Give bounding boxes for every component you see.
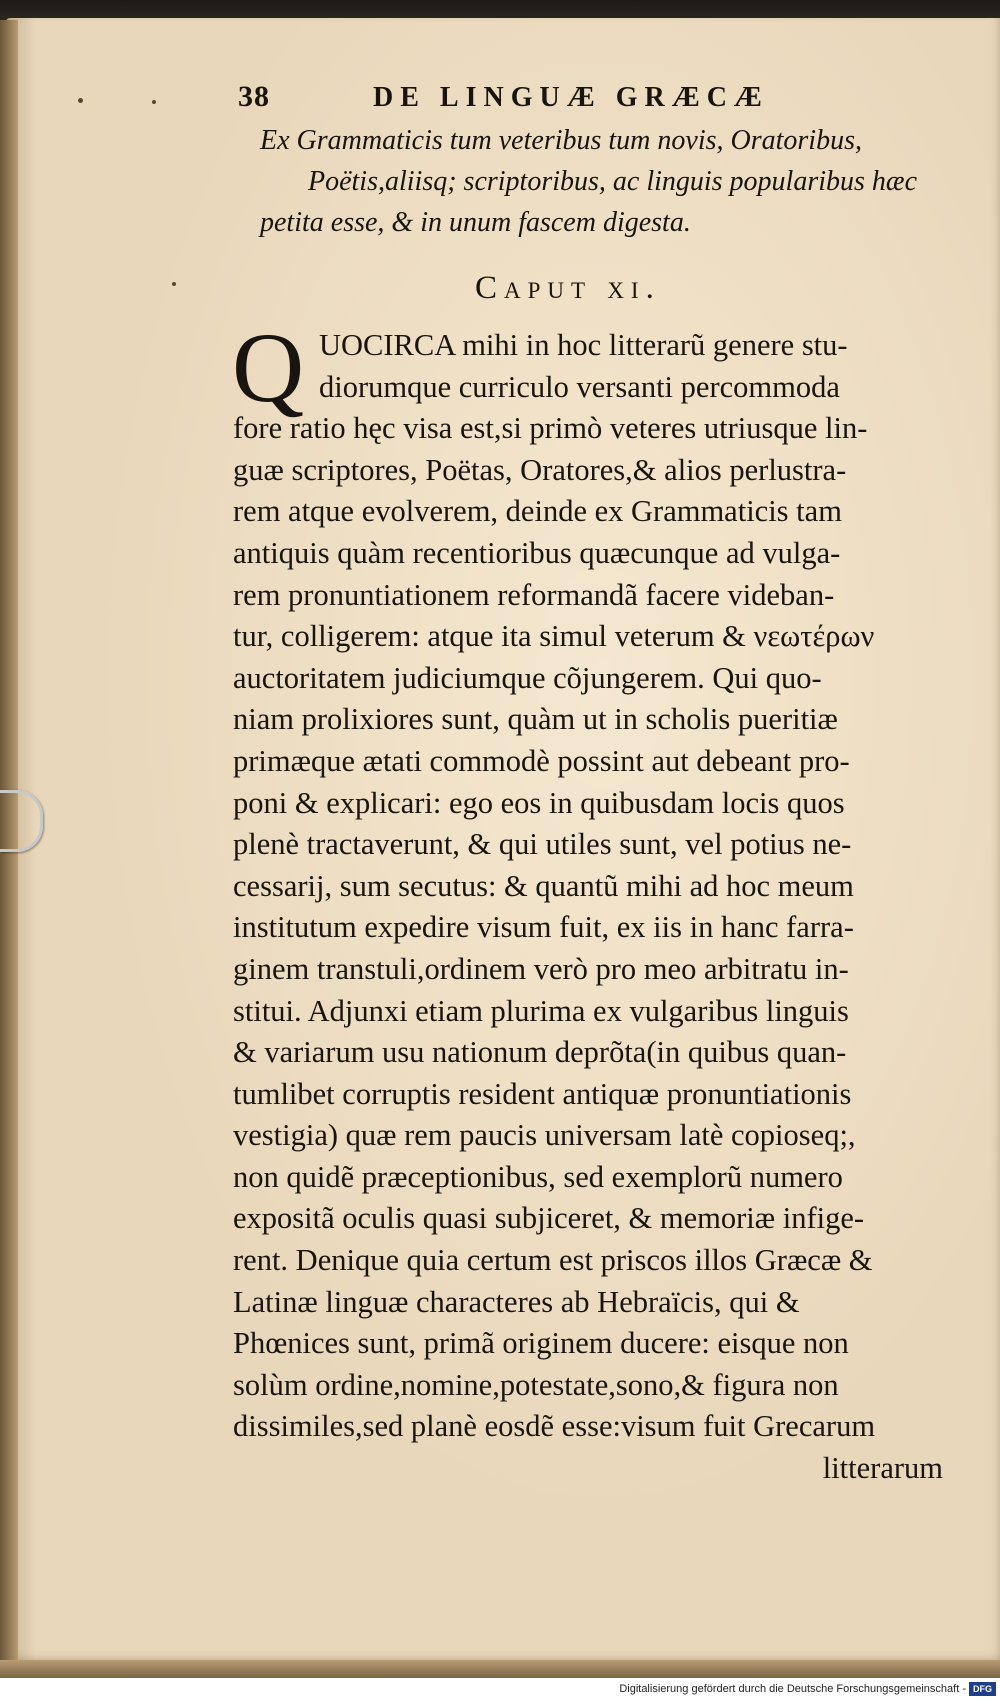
text-line: rent. Denique quia certum est priscos illos Græcæ &: [233, 1243, 873, 1278]
text-line: guæ scriptores, Poëtas, Oratores,& alios perlustra-: [233, 452, 847, 487]
page-bottom-edge: [0, 1660, 1000, 1678]
body-text: [233, 325, 973, 1490]
paper-speck: [152, 100, 156, 104]
text-line: niam prolixiores sunt, quàm ut in scholis pueritiæ: [233, 702, 838, 737]
summary-line: Poëtis,aliisq; scriptoribus, ac linguis popularibus hæc: [308, 166, 918, 197]
text-line: dissimiles,sed planè eosdẽ esse:visum fuit Grecarum: [233, 1409, 876, 1444]
text-line: & variarum usu nationum deprõta(in quibus quan-: [233, 1035, 847, 1070]
page-number: 38: [238, 80, 270, 113]
text-line: UOCIRCA mihi in hoc litterarũ genere stu-: [319, 328, 848, 362]
text-line: auctoritatem judiciumque cõjungerem. Qui quo-: [233, 660, 822, 695]
text-line: cessarij, sum secutus: & quantũ mihi ad hoc meum: [233, 868, 854, 903]
text-line: tur, colligerem: atque ita simul veterum & νεωτέρων: [233, 619, 875, 654]
running-head: DE LINGUÆ GRÆCÆ: [373, 82, 769, 113]
text-line: antiquis quàm recentioribus quæcunque ad vulga-: [233, 535, 841, 570]
digitization-credit: Digitalisierung gefördert durch die Deutsche Forschungsgemeinschaft -: [619, 1683, 966, 1695]
text-line: institutum expedire visum fuit, ex iis in hanc farra-: [233, 910, 854, 945]
summary-line: petita esse, & in unum fascem digesta.: [260, 207, 691, 238]
catchword: litterarum: [822, 1451, 943, 1486]
text-line: vestigia) quæ rem paucis universam latè copioseq;,: [233, 1118, 856, 1153]
text-line: solùm ordine,nomine,potestate,sono,& figura non: [233, 1367, 839, 1402]
text-line: poni & explicari: ego eos in quibusdam locis quos: [233, 785, 845, 820]
text-line: primæque ætati commodè possint aut debeant pro-: [233, 743, 850, 778]
text-line: ginem transtuli,ordinem verò pro meo arbitratu in-: [233, 951, 849, 986]
text-line: fore ratio hęc visa est,si primò veteres utriusque lin-: [233, 411, 868, 446]
text-line: expositã oculis quasi subjiceret, & memoriæ infige-: [233, 1201, 865, 1236]
text-line: rem atque evolverem, deinde ex Grammaticis tam: [233, 494, 842, 529]
chapter-summary: [260, 120, 960, 243]
drop-cap-initial: Q: [232, 312, 305, 423]
summary-line: Ex Grammaticis tum veteribus tum novis, Oratoribus,: [260, 125, 862, 156]
dfg-logo: DFG: [969, 1682, 996, 1696]
text-line: stitui. Adjunxi etiam plurima ex vulgaribus linguis: [233, 993, 849, 1028]
paper-speck: [78, 98, 83, 103]
text-line: Latinæ linguæ characteres ab Hebraïcis, qui &: [233, 1284, 800, 1319]
text-line: plenè tractaverunt, & qui utiles sunt, vel potius ne-: [233, 827, 852, 862]
text-line: non quidẽ præceptionibus, sed exemplorũ numero: [233, 1159, 843, 1194]
paper-clip-icon: [0, 790, 43, 852]
chapter-heading: Caput xi.: [475, 270, 661, 306]
text-line: diorumque curriculo versanti percommoda: [319, 369, 840, 404]
page-header: [238, 80, 798, 120]
text-line: rem pronuntiationem reformandã facere videban-: [233, 577, 835, 612]
text-line: tumlibet corruptis resident antiquæ pronuntiationis: [233, 1076, 852, 1111]
text-line: Phœnices sunt, primã originem ducere: eisque non: [233, 1326, 849, 1361]
paper-speck: [172, 282, 176, 286]
